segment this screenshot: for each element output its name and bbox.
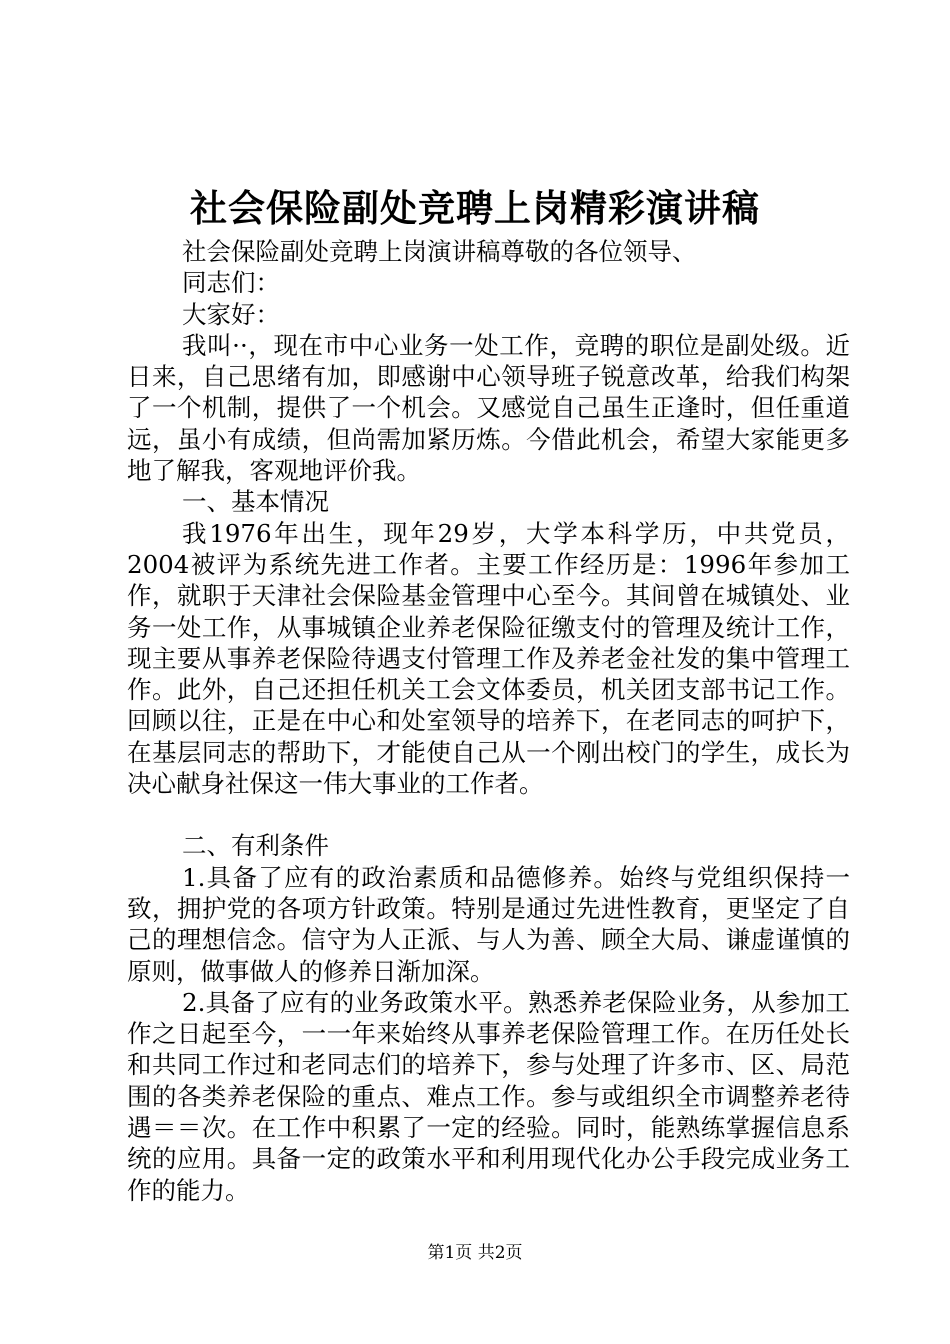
paragraph-gap (127, 799, 850, 830)
body-paragraph: 2.具备了应有的业务政策水平。熟悉养老保险业务，从参加工作之日起至今，一一年来始终从事养老保险管理工作。在历任处长和共同工作过和老同志们的培养下，参与处理了许多市、区、局范围的各类养老保险的重点、难点工作。参与或组织全市调整养老待遇＝＝次。在工作中积累了一定的经验。同时，能熟练掌握信息系统的应用。具备一定的政策水平和利用现代化办公手段完成业务工作的能力。 (127, 987, 850, 1205)
body-paragraph: 1.具备了应有的政治素质和品德修养。始终与党组织保持一致，拥护党的各项方针政策。特别是通过先进性教育，更坚定了自己的理想信念。信守为人正派、与人为善、顾全大局、谦虚谨慎的原则，做事做人的修养日渐加深。 (127, 862, 850, 986)
greeting-line: 大家好： (182, 299, 280, 329)
greeting-line: 同志们： (182, 268, 280, 298)
body-paragraph: 我1976年出生，现年29岁，大学本科学历，中共党员，2004被评为系统先进工作者。主要工作经历是：1996年参加工作，就职于天津社会保险基金管理中心至今。其间曾在城镇处、业务一处工作，从事城镇企业养老保险征缴支付的管理及统计工作，现主要从事养老保险待遇支付管理工作及养老金社发的集中管理工作。此外，自己还担任机关工会文体委员，机关团支部书记工作。回顾以往，正是在中心和处室领导的培养下，在老同志的呵护下，在基层同志的帮助下，才能使自己从一个刚出校门的学生，成长为决心献身社保这一伟大事业的工作者。 (127, 518, 850, 799)
document-title: 社会保险副处竞聘上岗精彩演讲稿 (190, 186, 760, 230)
greeting-line: 社会保险副处竞聘上岗演讲稿尊敬的各位领导、 (182, 237, 697, 266)
section-heading: 一、基本情况 (182, 487, 329, 517)
body-paragraph: 我叫··，现在市中心业务一处工作，竞聘的职位是副处级。近日来，自己思绪有加，即感谢中心领导班子锐意改革，给我们构架了一个机制，提供了一个机会。又感觉自己虽生正逢时，但任重道远，虽小有成绩，但尚需加紧历炼。今借此机会，希望大家能更多地了解我，客观地评价我。 (127, 330, 850, 486)
document-body (127, 236, 850, 1206)
section-heading: 二、有利条件 (182, 831, 329, 861)
page-footer: 第1页 共2页 (427, 1243, 523, 1263)
